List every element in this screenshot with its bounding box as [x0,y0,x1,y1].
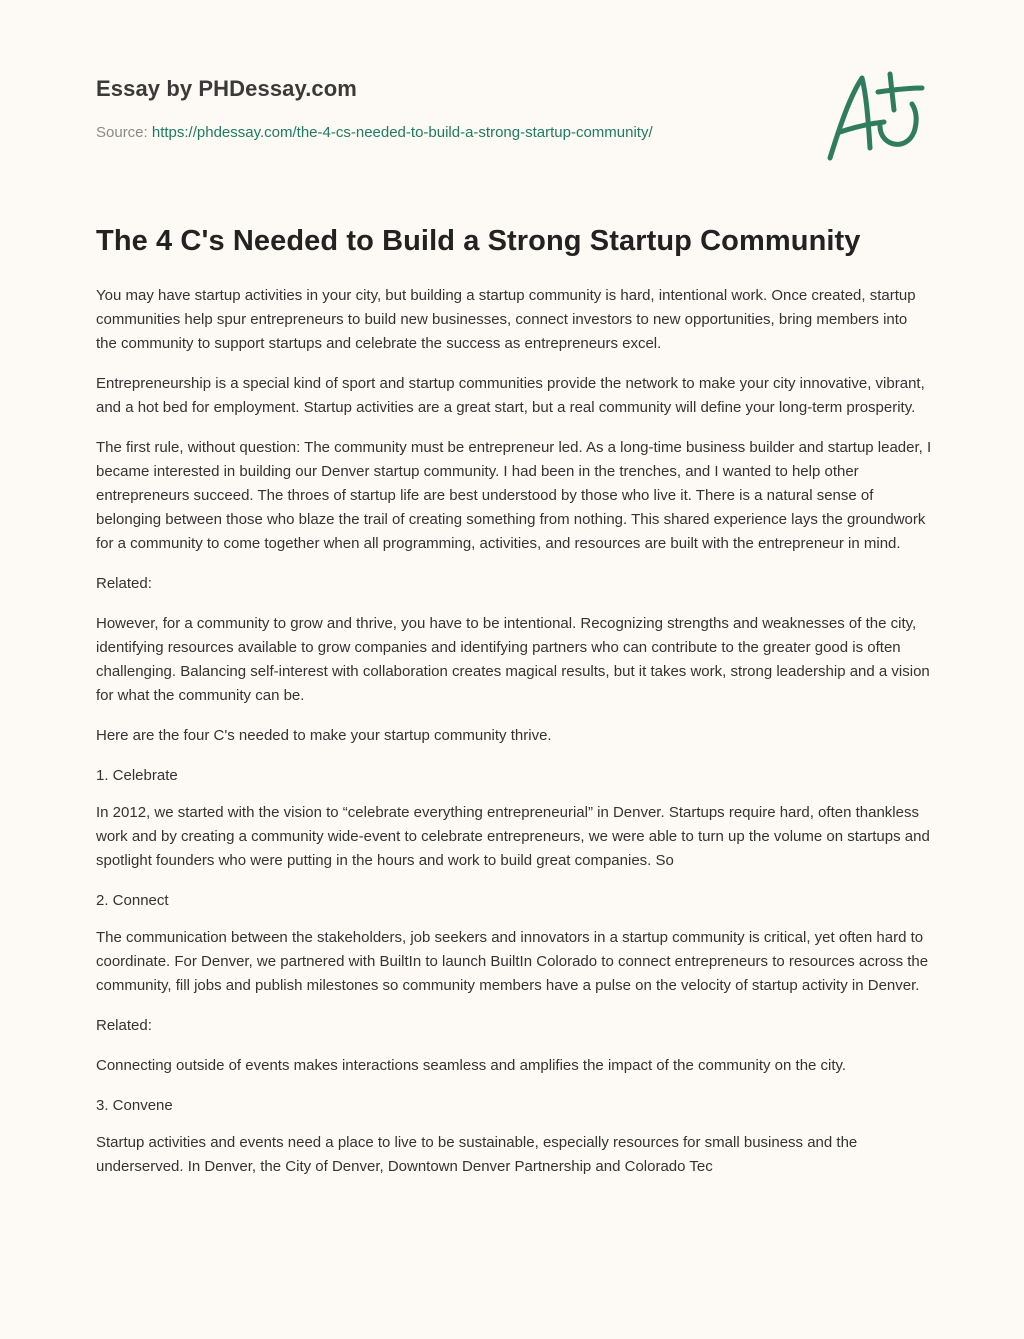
a-letter-stroke [830,78,870,158]
plus-horizontal-stroke [878,88,922,92]
essay-paragraph: However, for a community to grow and thrive, you have to be intentional. Recognizing strengths and weaknesses of the city, identifying resources available to grow companies and identifying partners who can contribute to the greater good is often challenging. Balancing self-interest with collaboration creates magical results, but it takes work, strong leadership and a vision for what the community can be. [96,615,930,704]
a-crossbar-stroke [840,122,884,132]
essay-paragraph: Here are the four C's needed to make your startup community thrive. [96,727,552,744]
plus-swoosh-stroke [880,104,916,144]
related-label: Related: [96,1017,152,1034]
essay-paragraph: In 2012, we started with the vision to “celebrate everything entrepreneurial” in Denver. Startups require hard, often thankless work and by creating a community wide-event to celebrate entrepreneurs, we were able to turn up the volume on startups and spotlight founders who were putting in the hours and work to build great companies. So [96,804,930,869]
section-heading-connect: 2. Connect [96,892,169,909]
essay-paragraph: Entrepreneurship is a special kind of sport and startup communities provide the network to make your city innovative, vibrant, and a hot bed for employment. Startup activities are a great start, but a real community will define your long-term prosperity. [96,375,925,416]
section-heading-celebrate: 1. Celebrate [96,767,178,784]
essay-paragraph: The communication between the stakeholders, job seekers and innovators in a startup community is critical, yet often hard to coordinate. For Denver, we partnered with BuiltIn to launch BuiltIn Colorado to connect entrepreneurs to resources across the community, fill jobs and publish milestones so community members have a pulse on the velocity of startup activity in Denver. [96,929,929,994]
site-title: Essay by PHDessay.com [96,76,357,101]
essay-title: The 4 C's Needed to Build a Strong Startup Community [96,225,861,257]
essay-paragraph: Connecting outside of events makes interactions seamless and amplifies the impact of the community on the city. [96,1057,847,1074]
section-heading-convene: 3. Convene [96,1097,173,1114]
essay-paragraph: You may have startup activities in your city, but building a startup community is hard, intentional work. Once created, startup communities help spur entrepreneurs to build new businesses, connect investors to new opportunities, bring members into the community to support startups and celebrate the success as entrepreneurs excel. [96,287,916,352]
related-label: Related: [96,575,152,592]
source-link[interactable]: https://phdessay.com/the-4-cs-needed-to-build-a-strong-startup-community/ [151,124,653,141]
essay-body [96,284,932,1195]
a-plus-grade-icon [818,66,930,166]
source-line [96,124,653,141]
source-label: Source: [96,124,148,141]
essay-paragraph: The first rule, without question: The community must be entrepreneur led. As a long-time business builder and startup leader, I became interested in building our Denver startup community. I had been in the trenches, and I wanted to help other entrepreneurs succeed. The throes of startup life are best understood by those who live it. There is a natural sense of belonging between those who blaze the trail of creating something from nothing. This shared experience lays the groundwork for a community to come together when all programming, activities, and resources are built with the entrepreneur in mind. [96,439,932,552]
essay-paragraph: Startup activities and events need a place to live to be sustainable, especially resources for small business and the underserved. In Denver, the City of Denver, Downtown Denver Partnership and Colorado Tec [96,1134,858,1175]
